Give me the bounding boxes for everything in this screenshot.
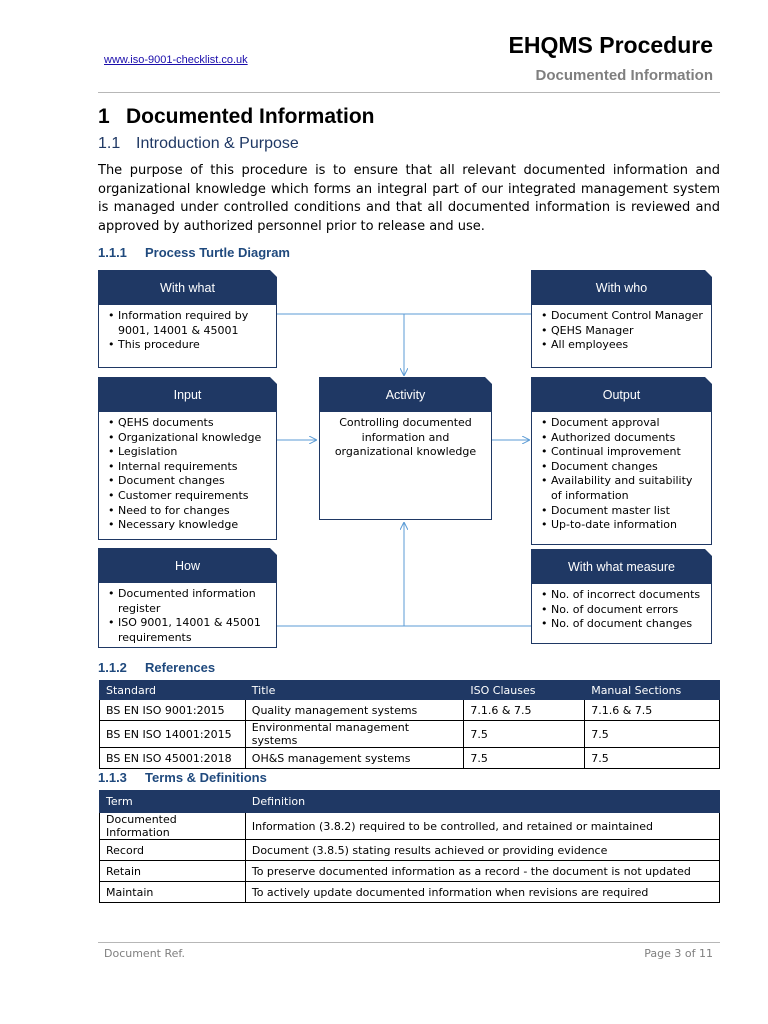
turtle-input-header <box>98 377 277 412</box>
section-title: Documented Information <box>126 105 375 128</box>
turtle-with-who-body <box>531 305 712 368</box>
table-cell: 7.5 <box>464 721 585 748</box>
list-item: • Authorized documents <box>551 431 705 446</box>
turtle-input-body <box>98 412 277 540</box>
list-item: • Document master list <box>551 504 705 519</box>
references-table <box>99 680 720 769</box>
table-cell: Information (3.8.2) required to be controlled, and retained or maintained <box>245 813 719 840</box>
list-item: • Up-to-date information <box>551 518 705 533</box>
list-item: • Necessary knowledge <box>118 518 270 533</box>
table-cell: OH&S management systems <box>245 748 464 769</box>
table-row <box>100 700 720 721</box>
page-number: Page 3 of 11 <box>644 947 713 960</box>
box-title: With what measure <box>568 559 675 574</box>
section-heading-1-1-2 <box>98 660 215 675</box>
document-ref: Document Ref. <box>104 947 185 960</box>
list-item: • QEHS documents <box>118 416 270 431</box>
list-item: • No. of document errors <box>551 603 705 618</box>
table-cell: 7.1.6 & 7.5 <box>464 700 585 721</box>
table-cell: Record <box>100 840 246 861</box>
table-cell: BS EN ISO 45001:2018 <box>100 748 246 769</box>
table-header-cell: ISO Clauses <box>464 681 585 700</box>
table-cell: Maintain <box>100 882 246 903</box>
box-title: With what <box>160 280 215 295</box>
turtle-with-what-header <box>98 270 277 305</box>
turtle-output-header <box>531 377 712 412</box>
turtle-how-body <box>98 583 277 648</box>
section-number: 1.1.1 <box>98 245 127 260</box>
table-cell: 7.1.6 & 7.5 <box>585 700 720 721</box>
list-item: • Need to for changes <box>118 504 270 519</box>
section-title: References <box>145 660 216 675</box>
table-header-cell: Definition <box>245 791 719 813</box>
intro-paragraph: The purpose of this procedure is to ensure that all relevant documented information and organizational knowledge which forms an integral part of our integrated management system is managed under controlled conditions and that all documented information is reviewed and approved by authorized personnel prior to release and use. <box>98 163 720 234</box>
table-cell: To actively update documented information when revisions are required <box>245 882 719 903</box>
table-cell: Document (3.8.5) stating results achieved or providing evidence <box>245 840 719 861</box>
list-item: • Document Control Manager <box>551 309 705 324</box>
list-item: • No. of incorrect documents <box>551 588 705 603</box>
table-row <box>100 861 720 882</box>
turtle-measure-header <box>531 549 712 584</box>
box-title: Output <box>602 387 641 402</box>
box-title: How <box>174 558 200 573</box>
turtle-with-who-header <box>531 270 712 305</box>
turtle-with-what-body <box>98 305 277 368</box>
section-number: 1.1.3 <box>98 770 127 785</box>
list-item: • No. of document changes <box>551 617 705 632</box>
table-cell: 7.5 <box>585 748 720 769</box>
box-title: Input <box>173 387 202 402</box>
table-row <box>100 721 720 748</box>
table-row <box>100 882 720 903</box>
table-cell: BS EN ISO 9001:2015 <box>100 700 246 721</box>
table-cell: Environmental management systems <box>245 721 464 748</box>
table-header-cell: Term <box>100 791 246 813</box>
list-item: • ISO 9001, 14001 & 45001 requirements <box>118 616 270 645</box>
list-item: • Availability and suitability of information <box>551 474 705 503</box>
section-title: Terms & Definitions <box>145 770 267 785</box>
section-number: 1 <box>98 105 110 128</box>
table-row <box>100 840 720 861</box>
list-item: • QEHS Manager <box>551 324 705 339</box>
list-item: • All employees <box>551 338 705 353</box>
table-header-cell: Title <box>245 681 464 700</box>
table-header-row <box>100 681 720 700</box>
list-item: • Documented information register <box>118 587 270 616</box>
table-cell: BS EN ISO 14001:2015 <box>100 721 246 748</box>
table-cell: Quality management systems <box>245 700 464 721</box>
terms-table <box>99 790 720 903</box>
table-header-cell: Standard <box>100 681 246 700</box>
table-cell: Documented Information <box>100 813 246 840</box>
list-item: • Continual improvement <box>551 445 705 460</box>
list-item: • Customer requirements <box>118 489 270 504</box>
box-title: With who <box>595 280 648 295</box>
list-item: • Organizational knowledge <box>118 431 270 446</box>
turtle-output-body <box>531 412 712 545</box>
section-number: 1.1 <box>98 135 121 152</box>
table-row <box>100 748 720 769</box>
section-heading-1-1-3 <box>98 770 267 785</box>
list-item: • Internal requirements <box>118 460 270 475</box>
document-subtitle: Documented Information <box>535 67 713 84</box>
section-title: Introduction & Purpose <box>136 135 299 152</box>
list-item: • Document changes <box>118 474 270 489</box>
list-item: • This procedure <box>118 338 270 353</box>
table-row <box>100 813 720 840</box>
section-number: 1.1.2 <box>98 660 127 675</box>
list-item: • Information required by 9001, 14001 & 45001 <box>118 309 270 338</box>
turtle-measure-body <box>531 584 712 644</box>
turtle-activity-body <box>319 412 492 520</box>
website-link[interactable]: www.iso-9001-checklist.co.uk <box>104 54 248 66</box>
footer-divider <box>98 942 720 943</box>
table-cell: 7.5 <box>585 721 720 748</box>
list-item: • Legislation <box>118 445 270 460</box>
turtle-activity-header <box>319 377 492 412</box>
section-title: Process Turtle Diagram <box>145 245 290 260</box>
table-cell: To preserve documented information as a record - the document is not updated <box>245 861 719 882</box>
table-cell: Retain <box>100 861 246 882</box>
table-cell: 7.5 <box>464 748 585 769</box>
document-title: EHQMS Procedure <box>508 32 713 58</box>
list-item: • Document changes <box>551 460 705 475</box>
table-header-row <box>100 791 720 813</box>
list-item: • Document approval <box>551 416 705 431</box>
turtle-how-header <box>98 548 277 583</box>
activity-text: Controlling documented information and organizational knowledge <box>334 416 477 459</box>
table-header-cell: Manual Sections <box>585 681 720 700</box>
box-title: Activity <box>385 387 426 402</box>
